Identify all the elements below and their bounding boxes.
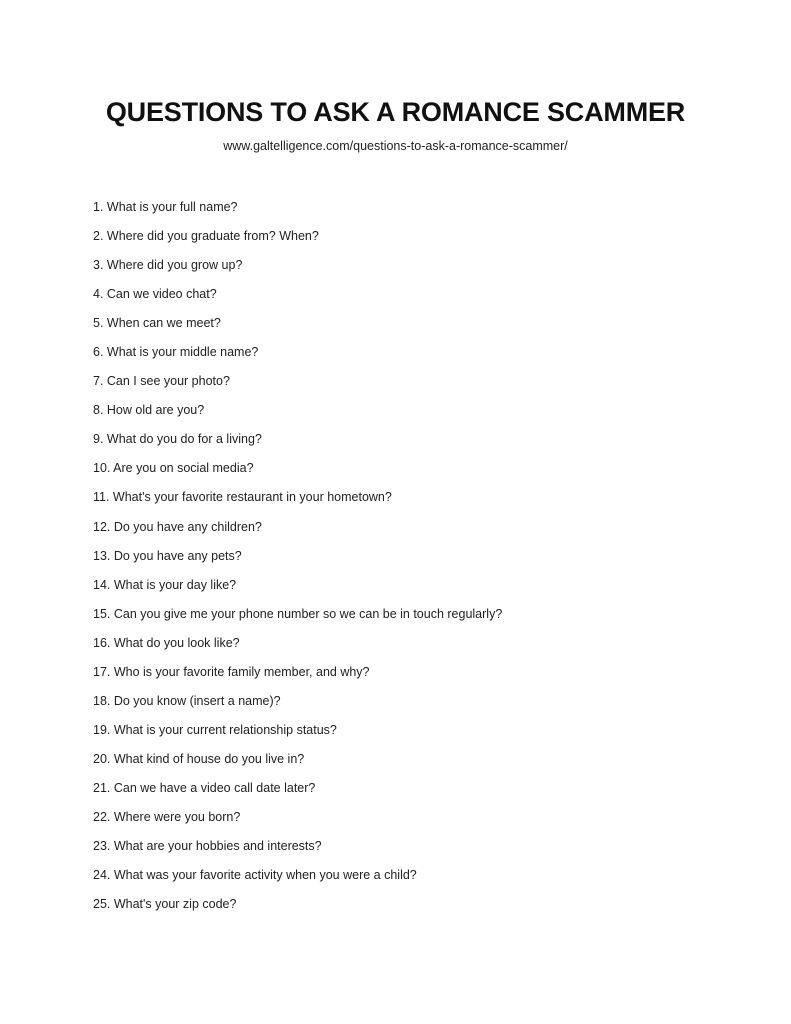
list-item: 18. Do you know (insert a name)? xyxy=(93,693,281,708)
list-item: 22. Where were you born? xyxy=(93,809,241,824)
list-item: 2. Where did you graduate from? When? xyxy=(93,229,319,244)
list-item: 24. What was your favorite activity when you were a child? xyxy=(93,868,417,883)
question-list xyxy=(93,200,502,926)
list-item: 14. What is your day like? xyxy=(93,577,237,592)
list-item: 19. What is your current relationship status? xyxy=(93,722,337,737)
list-item: 17. Who is your favorite family member, and why? xyxy=(93,664,370,679)
list-item: 4. Can we video chat? xyxy=(93,287,217,302)
list-item: 20. What kind of house do you live in? xyxy=(93,751,305,766)
list-item: 15. Can you give me your phone number so we can be in touch regularly? xyxy=(93,606,503,621)
list-item: 9. What do you do for a living? xyxy=(93,432,262,447)
list-item: 7. Can I see your photo? xyxy=(93,374,230,389)
page-title: QUESTIONS TO ASK A ROMANCE SCAMMER xyxy=(105,97,686,127)
list-item: 25. What's your zip code? xyxy=(93,897,237,912)
source-url: www.galtelligence.com/questions-to-ask-a-romance-scammer/ xyxy=(223,139,568,153)
list-item: 8. How old are you? xyxy=(93,403,205,418)
list-item: 10. Are you on social media? xyxy=(93,461,254,476)
list-item: 5. When can we meet? xyxy=(93,316,221,331)
list-item: 3. Where did you grow up? xyxy=(93,258,243,273)
list-item: 21. Can we have a video call date later? xyxy=(93,780,316,795)
list-item: 12. Do you have any children? xyxy=(93,519,262,534)
list-item: 6. What is your middle name? xyxy=(93,345,259,360)
list-item: 11. What's your favorite restaurant in your hometown? xyxy=(93,490,392,505)
list-item: 23. What are your hobbies and interests? xyxy=(93,839,322,854)
list-item: 13. Do you have any pets? xyxy=(93,548,242,563)
list-item: 1. What is your full name? xyxy=(93,200,238,214)
list-item: 16. What do you look like? xyxy=(93,635,240,650)
